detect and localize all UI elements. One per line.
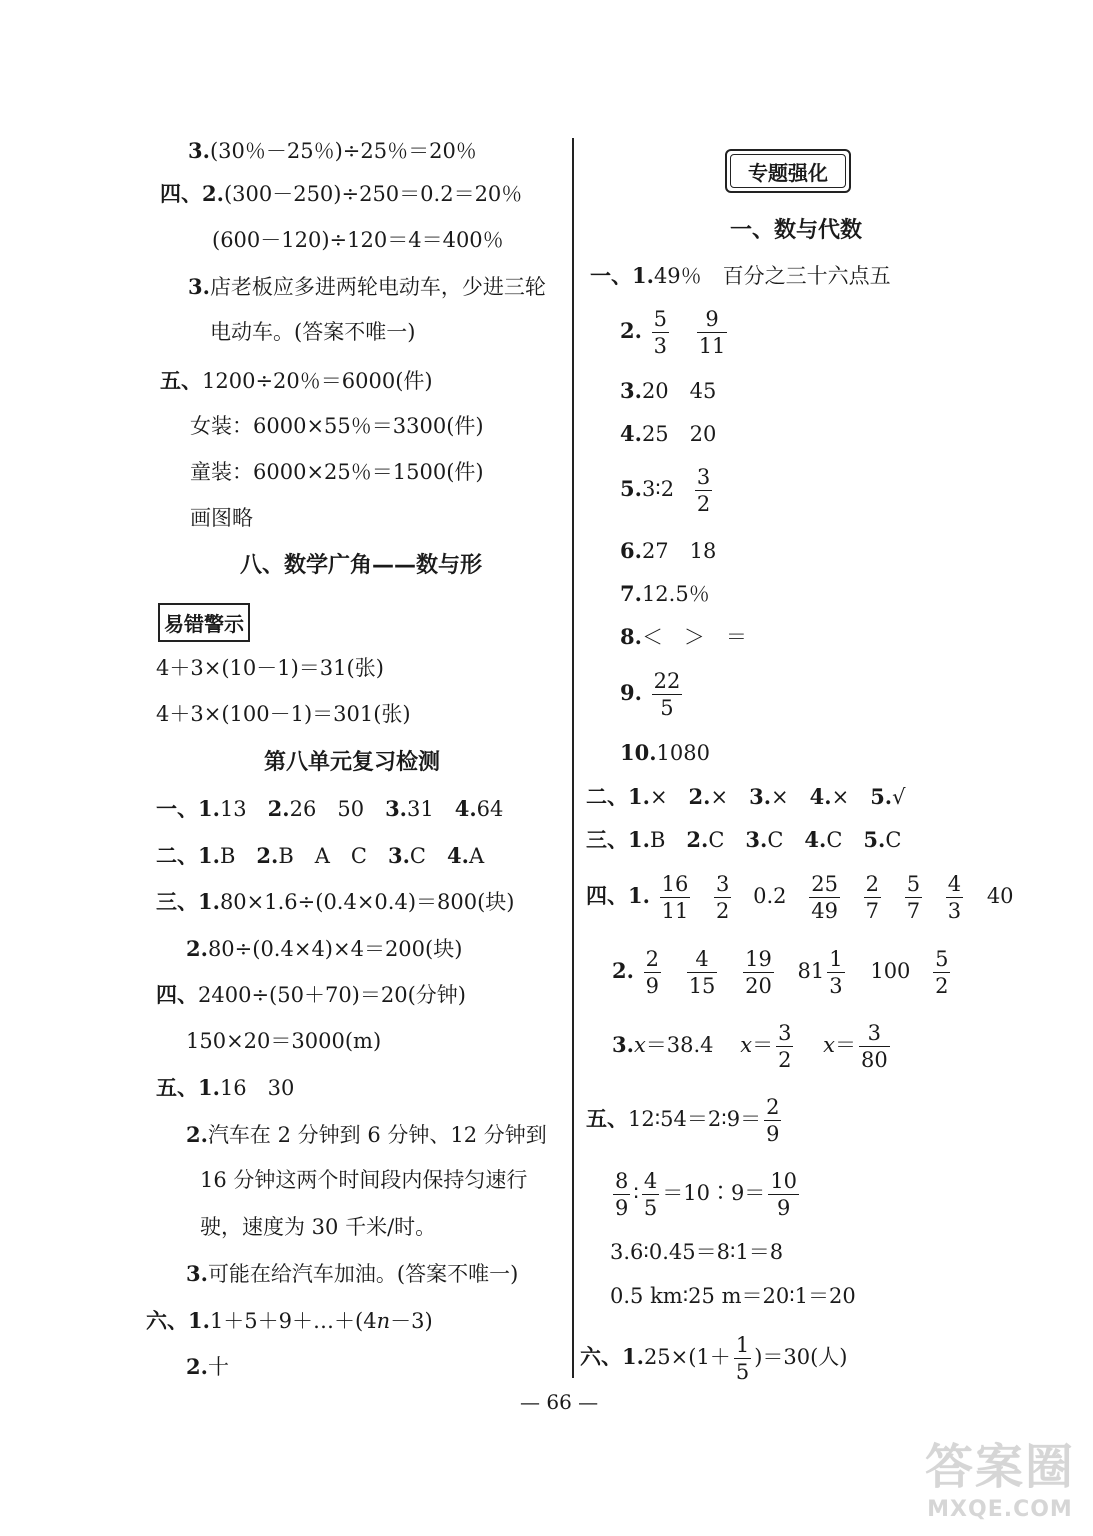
ans-1-5: 5.3∶2 $\frac{3}{2}$ [620, 465, 711, 517]
left-line-11: 4＋3×(100－1)＝301(张) [156, 702, 411, 726]
review-line-5: 四、2400÷(50＋70)＝20(分钟) [156, 982, 466, 1007]
ans-4-2: 2. $\frac{2}{9}$ $\frac{4}{15}$ $\frac{19}{20}$ 81 $\frac{1}{3}$ 100 $\frac{5}{2}$ [612, 947, 949, 999]
review-line-8: 2.汽车在 2 分钟到 6 分钟、12 分钟到 [186, 1122, 547, 1147]
fraction: $\frac{8}{9}$ [615, 1169, 629, 1221]
fraction: $\frac{22}{5}$ [653, 669, 681, 721]
review-line-10: 驶，速度为 30 千米/时。 [200, 1215, 437, 1239]
ans-1-6: 6.27 18 [620, 538, 717, 563]
review-line-13: 2.十 [186, 1354, 229, 1379]
fraction: $\frac{3}{2}$ [696, 465, 711, 517]
left-line-5: 电动车。(答案不唯一) [210, 320, 416, 344]
ans-1-4: 4.25 20 [620, 421, 717, 446]
fraction: $\frac{4}{5}$ [643, 1169, 658, 1221]
ans-1-3: 3.20 45 [620, 378, 717, 403]
ans-4-3: 3.x＝38.4 x＝ $\frac{3}{2}$ x＝ $\frac{3}{80}$ [612, 1021, 888, 1073]
left-line-4: 3.店老板应多进两轮电动车，少进三轮 [188, 274, 546, 299]
ans-1-10: 10.1080 [620, 740, 710, 765]
fraction: $\frac{9}{11}$ [698, 307, 726, 359]
left-line-3: (600－120)÷120＝4＝400％ [212, 228, 504, 252]
ans-1-1: 一、1.49％ 百分之三十六点五 [590, 263, 891, 288]
page-number: — 66 — [520, 1390, 599, 1414]
watermark [925, 1428, 1075, 1522]
ans-6-1: 六、1.25×(1＋ $\frac{1}{5}$ )＝30(人) [580, 1333, 848, 1385]
fraction: $\frac{5}{7}$ [906, 872, 921, 924]
fraction: $\frac{16}{11}$ [661, 872, 689, 924]
fraction: $\frac{1}{3}$ [829, 947, 843, 999]
review-line-12: 六、1.1＋5＋9＋…＋(4n－3) [146, 1308, 433, 1333]
fraction: $\frac{19}{20}$ [745, 947, 772, 999]
left-line-9: 画图略 [190, 506, 253, 530]
fraction: $\frac{5}{3}$ [653, 307, 667, 359]
left-line-10: 4＋3×(10－1)＝31(张) [156, 656, 384, 680]
ans-1-7: 7.12.5％ [620, 581, 710, 606]
review-line-3: 三、1.80×1.6÷(0.4×0.4)＝800(块) [156, 889, 515, 914]
review-line-9: 16 分钟这两个时间段内保持匀速行 [200, 1168, 528, 1192]
topic-box: 专题强化 [725, 149, 851, 193]
fraction: $\frac{4}{3}$ [947, 872, 962, 924]
left-line-8: 童装：6000×25％＝1500(件) [190, 460, 484, 484]
ans-1-8: 8.＜ ＞ ＝ [620, 624, 747, 649]
watermark-url: MXQE.COM [927, 1497, 1073, 1522]
fraction: $\frac{5}{2}$ [935, 947, 949, 999]
review-title: 第八单元复习检测 [264, 750, 441, 775]
ans-1-9: 9. $\frac{22}{5}$ [620, 669, 681, 721]
fraction: $\frac{4}{15}$ [688, 947, 716, 999]
column-divider [572, 138, 574, 1378]
ans-1-2: 2. $\frac{5}{3}$ $\frac{9}{11}$ [620, 307, 726, 359]
left-line-6: 五、1200÷20％＝6000(件) [160, 368, 433, 393]
section-8-title: 八、数学广角——数与形 [240, 553, 483, 578]
fraction: $\frac{3}{2}$ [778, 1021, 792, 1073]
fraction: $\frac{25}{49}$ [811, 872, 838, 924]
watermark-logo: 答案圈 [924, 1439, 1075, 1495]
review-line-11: 3.可能在给汽车加油。(答案不唯一) [186, 1261, 519, 1286]
ans-4-1: 四、1. $\frac{16}{11}$ $\frac{3}{2}$ 0.2 $\frac{25}{49}$ $\frac{2}{7}$ $\frac{5}{7}$ $\frac{4}{3}$ 40 [586, 872, 1014, 924]
review-line-1: 一、1.13 2.26 50 3.31 4.64 [156, 796, 504, 821]
error-warning-badge: 易错警示 [158, 603, 250, 642]
ans-5-3: 3.6∶0.45＝8∶1＝8 [610, 1240, 784, 1264]
left-line-2: 四、2.(300－250)÷250＝0.2＝20％ [160, 181, 523, 206]
left-line-1: 3.(30％－25％)÷25％＝20％ [188, 138, 477, 163]
review-line-2: 二、1.B 2.B A C 3.C 4.A [156, 843, 485, 868]
fraction: $\frac{3}{2}$ [716, 872, 730, 924]
ans-5-2: $\frac{8}{9}$ ∶ $\frac{4}{5}$ ＝10∶9＝ $\frac{10}{9}$ [615, 1169, 798, 1221]
section-1-title: 一、数与代数 [730, 218, 863, 243]
ans-5-1: 五、12∶54＝2∶9＝ $\frac{2}{9}$ [586, 1095, 780, 1147]
fraction: $\frac{2}{7}$ [865, 872, 879, 924]
fraction: $\frac{1}{5}$ [735, 1333, 750, 1385]
fraction: $\frac{10}{9}$ [770, 1169, 798, 1221]
ans-5-4: 0.5 km∶25 m＝20∶1＝20 [610, 1284, 856, 1308]
review-line-7: 五、1.16 30 [156, 1075, 295, 1100]
ans-2-line: 二、1.× 2.× 3.× 4.× 5.√ [586, 784, 906, 809]
fraction: $\frac{2}{9}$ [645, 947, 659, 999]
fraction: $\frac{3}{80}$ [860, 1021, 888, 1073]
left-line-7: 女装：6000×55％＝3300(件) [190, 414, 484, 438]
review-line-6: 150×20＝3000(m) [186, 1029, 382, 1053]
ans-3-line: 三、1.B 2.C 3.C 4.C 5.C [586, 827, 902, 852]
review-line-4: 2.80÷(0.4×4)×4＝200(块) [186, 936, 463, 961]
fraction: $\frac{2}{9}$ [766, 1095, 780, 1147]
